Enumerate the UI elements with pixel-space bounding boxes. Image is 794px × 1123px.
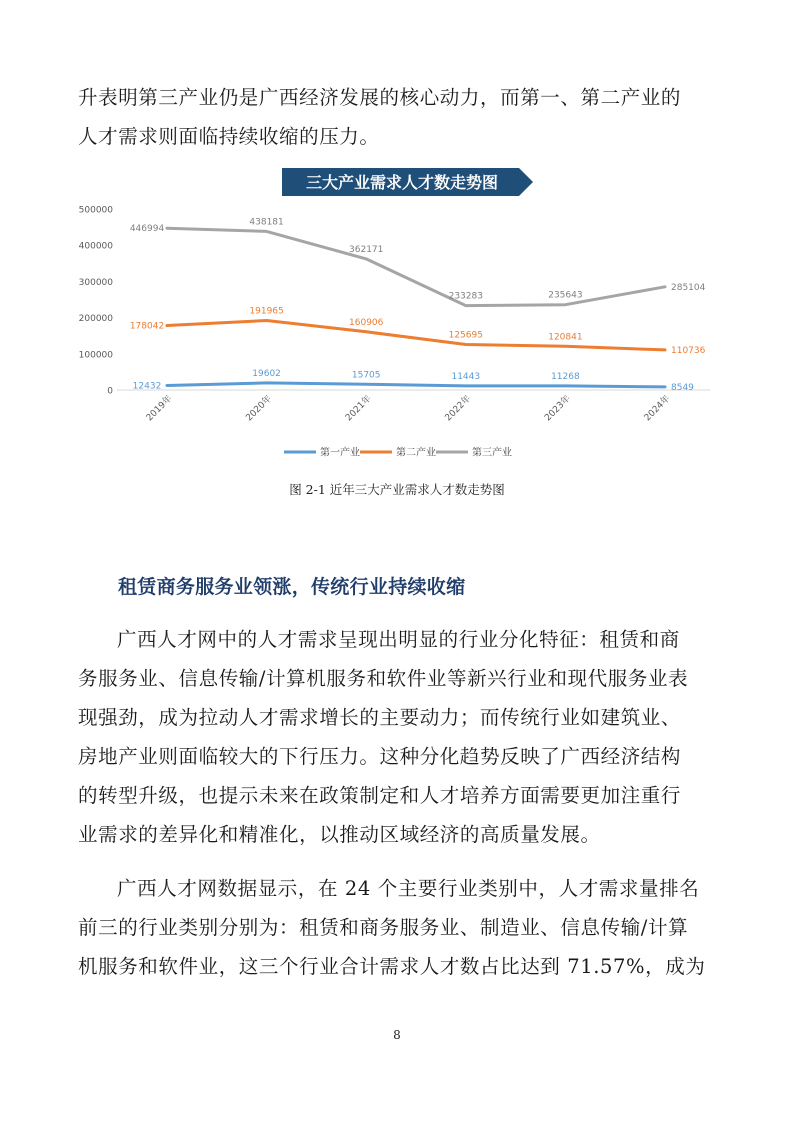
data-label: 233283 — [448, 291, 483, 302]
text-line: 前三的行业类别分别为：租赁和商务服务业、制造业、信息传输/计算 — [78, 916, 689, 939]
body-paragraph-1 — [78, 620, 718, 854]
page-number: 8 — [393, 1028, 401, 1042]
data-label: 15705 — [351, 370, 381, 381]
text-line: 的转型升级，也提示未来在政策制定和人才培养方面需要更加注重行 — [78, 784, 682, 807]
y-tick-label: 200000 — [78, 314, 113, 325]
data-label: 110736 — [671, 345, 706, 356]
chart-legend — [284, 446, 512, 459]
chart-title: 三大产业需求人才数走势图 — [305, 173, 499, 192]
x-tick-label: 2023年 — [543, 393, 573, 424]
text-line: 现强劲，成为拉动人才需求增长的主要动力；而传统行业如建筑业、 — [78, 706, 682, 729]
y-tick-label: 0 — [107, 386, 113, 397]
x-tick-label: 2024年 — [642, 393, 673, 424]
data-label: 235643 — [548, 290, 583, 301]
series-line — [167, 228, 665, 305]
y-axis — [79, 206, 114, 397]
data-labels — [130, 217, 706, 393]
data-label: 446994 — [129, 224, 165, 235]
data-label: 120841 — [548, 332, 583, 343]
data-label: 8549 — [671, 382, 694, 393]
data-label: 12432 — [132, 381, 162, 392]
data-label: 19602 — [252, 368, 281, 379]
text-line: 广西人才网中的人才需求呈现出明显的行业分化特征：租赁和商 — [117, 628, 680, 651]
x-tick-label: 2019年 — [144, 393, 175, 424]
y-tick-label: 500000 — [78, 205, 113, 216]
x-tick-label: 2022年 — [443, 393, 474, 424]
y-tick-label: 300000 — [78, 277, 113, 288]
data-label: 438181 — [249, 217, 284, 228]
text-line: 人才需求则面临持续收缩的压力。 — [78, 125, 380, 148]
figure-caption: 图 2-1 近年三大产业需求人才数走势图 — [289, 482, 505, 497]
x-tick-label: 2021年 — [343, 393, 374, 424]
series-line — [167, 383, 665, 387]
data-label: 191965 — [249, 306, 284, 317]
series-lines — [167, 228, 665, 387]
text-line: 机服务和软件业，这三个行业合计需求人才数占比达到 71.57%，成为 — [78, 955, 706, 978]
x-axis — [117, 390, 710, 423]
data-label: 362171 — [349, 244, 384, 255]
data-label: 11443 — [451, 371, 481, 382]
legend-label: 第一产业 — [320, 447, 360, 459]
text-line: 房地产业则面临较大的下行压力。这种分化趋势反映了广西经济结构 — [78, 745, 682, 768]
data-label: 11268 — [551, 371, 580, 382]
text-line: 升表明第三产业仍是广西经济发展的核心动力，而第一、第二产业的 — [78, 86, 682, 109]
data-label: 125695 — [448, 330, 483, 341]
text-line: 务服务业、信息传输/计算机服务和软件业等新兴行业和现代服务业表 — [78, 667, 689, 690]
legend-label: 第三产业 — [472, 447, 512, 459]
data-label: 178042 — [129, 321, 165, 332]
legend-label: 第二产业 — [396, 447, 436, 459]
data-label: 285104 — [671, 282, 706, 293]
x-tick-label: 2020年 — [244, 393, 275, 424]
series-line — [167, 321, 665, 350]
y-tick-label: 400000 — [78, 241, 113, 252]
text-line: 广西人才网数据显示，在 24 个主要行业类别中，人才需求量排名 — [117, 877, 700, 900]
text-line: 业需求的差异化和精准化，以推动区域经济的高质量发展。 — [78, 823, 601, 846]
data-label: 160906 — [349, 317, 384, 328]
line-chart — [0, 0, 794, 475]
y-tick-label: 100000 — [78, 350, 113, 361]
body-paragraph-2 — [78, 869, 718, 986]
section-heading: 租赁商务服务业领涨，传统行业持续收缩 — [118, 576, 466, 598]
